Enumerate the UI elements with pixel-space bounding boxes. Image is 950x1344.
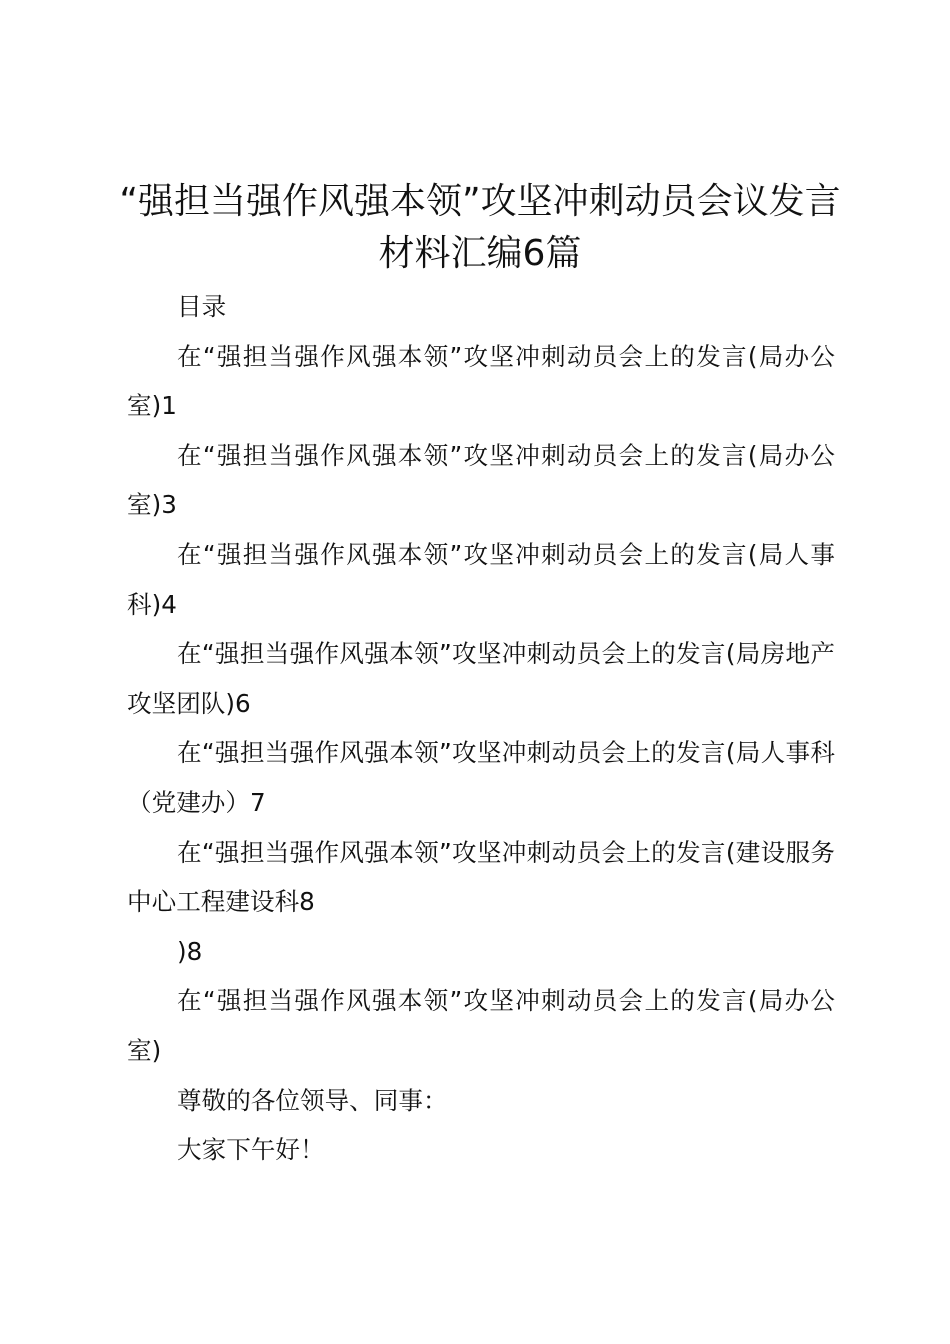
toc-entry-6: 在“强担当强作风强本领”攻坚冲刺动员会上的发言(建设服务中心工程建设科8 <box>127 837 835 917</box>
salutation: 尊敬的各位领导、同事： <box>177 1085 448 1115</box>
toc-entry-3: 在“强担当强作风强本领”攻坚冲刺动员会上的发言(局人事科)4 <box>127 539 835 619</box>
toc-entry-6-page: )8 <box>177 936 203 966</box>
toc-entry-5: 在“强担当强作风强本领”攻坚冲刺动员会上的发言(局人事科（党建办）7 <box>127 738 835 817</box>
toc-entry-1: 在“强担当强作风强本领”攻坚冲刺动员会上的发言(局办公室)1 <box>127 341 835 421</box>
toc-entry-2: 在“强担当强作风强本领”攻坚冲刺动员会上的发言(局办公室)3 <box>127 440 835 520</box>
toc-entry-4: 在“强担当强作风强本领”攻坚冲刺动员会上的发言(局房地产攻坚团队)6 <box>127 639 835 718</box>
document-body <box>127 282 835 1175</box>
greeting: 大家下午好！ <box>177 1135 325 1165</box>
document-title: “强担当强作风强本领”攻坚冲刺动员会议发言材料汇编6篇 <box>119 181 841 274</box>
section-heading: 在“强担当强作风强本领”攻坚冲刺动员会上的发言(局办公室) <box>127 986 835 1065</box>
toc-heading: 目录 <box>177 292 227 321</box>
